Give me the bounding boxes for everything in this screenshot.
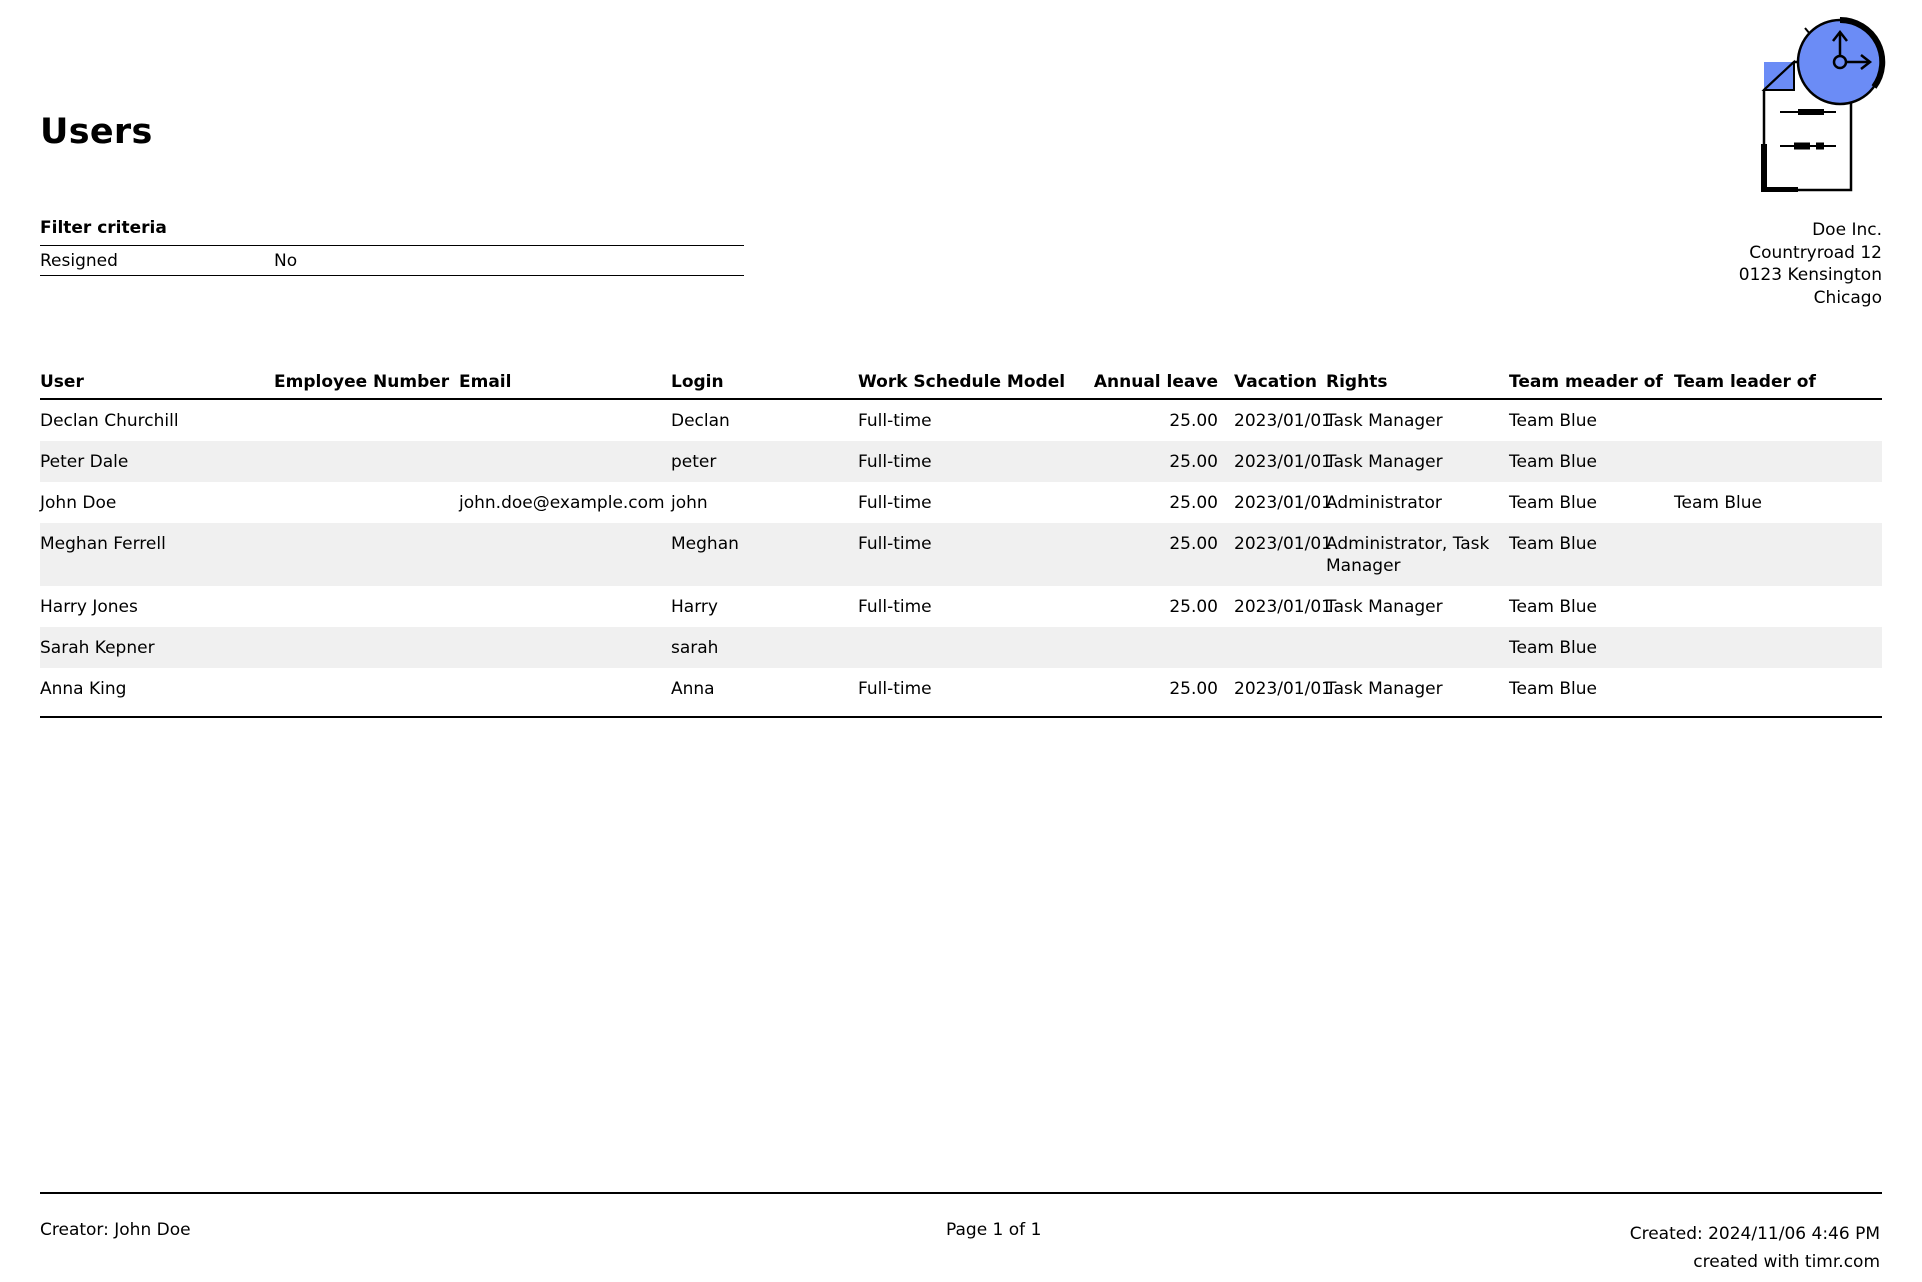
table-row: [40, 482, 1882, 523]
cell-rights: Task Manager: [1326, 452, 1443, 472]
cell-annual-leave: 25.00: [1169, 534, 1218, 554]
page-title: Users: [40, 112, 153, 152]
cell-team-member-of: Team Blue: [1509, 597, 1597, 617]
cell-work-schedule: Full-time: [858, 534, 932, 554]
footer-page-number: Page 1 of 1: [946, 1220, 1042, 1240]
cell-login: john: [671, 493, 708, 513]
cell-vacation: 2023/01/01: [1234, 452, 1332, 472]
cell-user: Sarah Kepner: [40, 638, 155, 658]
header-team-leader-of: Team leader of: [1674, 372, 1816, 392]
cell-user: Anna King: [40, 679, 127, 699]
filter-value: No: [274, 250, 298, 271]
company-address: [1739, 219, 1882, 309]
cell-email: john.doe@example.com: [459, 493, 665, 513]
footer-created-with: created with timr.com: [1693, 1252, 1880, 1272]
header-annual-leave: Annual leave: [1093, 372, 1218, 392]
cell-work-schedule: Full-time: [858, 493, 932, 513]
table-header: [40, 366, 1882, 400]
header-user: User: [40, 372, 84, 392]
footer-created-date: Created: 2024/11/06 4:46 PM: [1629, 1224, 1880, 1244]
cell-login: sarah: [671, 638, 719, 658]
cell-vacation: 2023/01/01: [1234, 534, 1332, 554]
users-table: [40, 366, 1882, 718]
footer-rule: [40, 1192, 1882, 1194]
cell-vacation: 2023/01/01: [1234, 597, 1332, 617]
cell-rights: Task Manager: [1326, 597, 1443, 617]
table-body: [40, 400, 1882, 709]
cell-user: Declan Churchill: [40, 411, 179, 431]
footer-creator: Creator: John Doe: [40, 1220, 191, 1240]
cell-annual-leave: 25.00: [1169, 597, 1218, 617]
filter-criteria: [40, 218, 744, 276]
cell-rights: Task Manager: [1326, 411, 1443, 431]
cell-rights: Administrator, Task Manager: [1326, 534, 1490, 576]
header-employee-number: Employee Number: [274, 372, 450, 392]
footer-created: [1630, 1220, 1880, 1276]
header-work-schedule: Work Schedule Model: [858, 372, 1066, 392]
header-vacation: Vacation: [1234, 372, 1317, 392]
table-row: [40, 586, 1882, 627]
cell-user: Harry Jones: [40, 597, 138, 617]
table-row: [40, 400, 1882, 441]
filter-row-resigned: [40, 246, 744, 276]
cell-team-member-of: Team Blue: [1509, 493, 1597, 513]
cell-rights: Task Manager: [1326, 679, 1443, 699]
cell-work-schedule: Full-time: [858, 597, 932, 617]
timesheet-clock-icon: [1736, 12, 1886, 192]
cell-vacation: 2023/01/01: [1234, 493, 1332, 513]
company-postal: 0123 Kensington: [1738, 265, 1882, 285]
cell-rights: Administrator: [1326, 493, 1442, 513]
cell-work-schedule: Full-time: [858, 679, 932, 699]
cell-annual-leave: 25.00: [1169, 493, 1218, 513]
cell-login: Harry: [671, 597, 718, 617]
cell-annual-leave: 25.00: [1169, 411, 1218, 431]
cell-login: Meghan: [671, 534, 739, 554]
header-email: Email: [459, 372, 512, 392]
header-login: Login: [671, 372, 724, 392]
cell-user: Meghan Ferrell: [40, 534, 166, 554]
cell-vacation: 2023/01/01: [1234, 411, 1332, 431]
cell-work-schedule: Full-time: [858, 452, 932, 472]
filter-key: Resigned: [40, 250, 118, 271]
header-rights: Rights: [1326, 372, 1388, 392]
header-team-member-of: Team meader of: [1509, 372, 1663, 392]
cell-annual-leave: 25.00: [1169, 452, 1218, 472]
cell-team-leader-of: Team Blue: [1674, 493, 1762, 513]
cell-login: Declan: [671, 411, 730, 431]
cell-team-member-of: Team Blue: [1509, 638, 1597, 658]
table-row: [40, 523, 1882, 586]
table-row: [40, 441, 1882, 482]
cell-work-schedule: Full-time: [858, 411, 932, 431]
cell-login: Anna: [671, 679, 715, 699]
cell-team-member-of: Team Blue: [1509, 679, 1597, 699]
table-bottom-rule: [40, 716, 1882, 718]
cell-annual-leave: 25.00: [1169, 679, 1218, 699]
cell-user: John Doe: [40, 493, 117, 513]
cell-team-member-of: Team Blue: [1509, 452, 1597, 472]
company-name: Doe Inc.: [1812, 220, 1882, 240]
cell-login: peter: [671, 452, 717, 472]
cell-team-member-of: Team Blue: [1509, 534, 1597, 554]
cell-team-member-of: Team Blue: [1509, 411, 1597, 431]
cell-user: Peter Dale: [40, 452, 129, 472]
company-city: Chicago: [1813, 287, 1882, 308]
company-street: Countryroad 12: [1749, 242, 1882, 263]
cell-vacation: 2023/01/01: [1234, 679, 1332, 699]
table-row: [40, 668, 1882, 709]
filter-heading: Filter criteria: [40, 218, 744, 246]
table-row: [40, 627, 1882, 668]
